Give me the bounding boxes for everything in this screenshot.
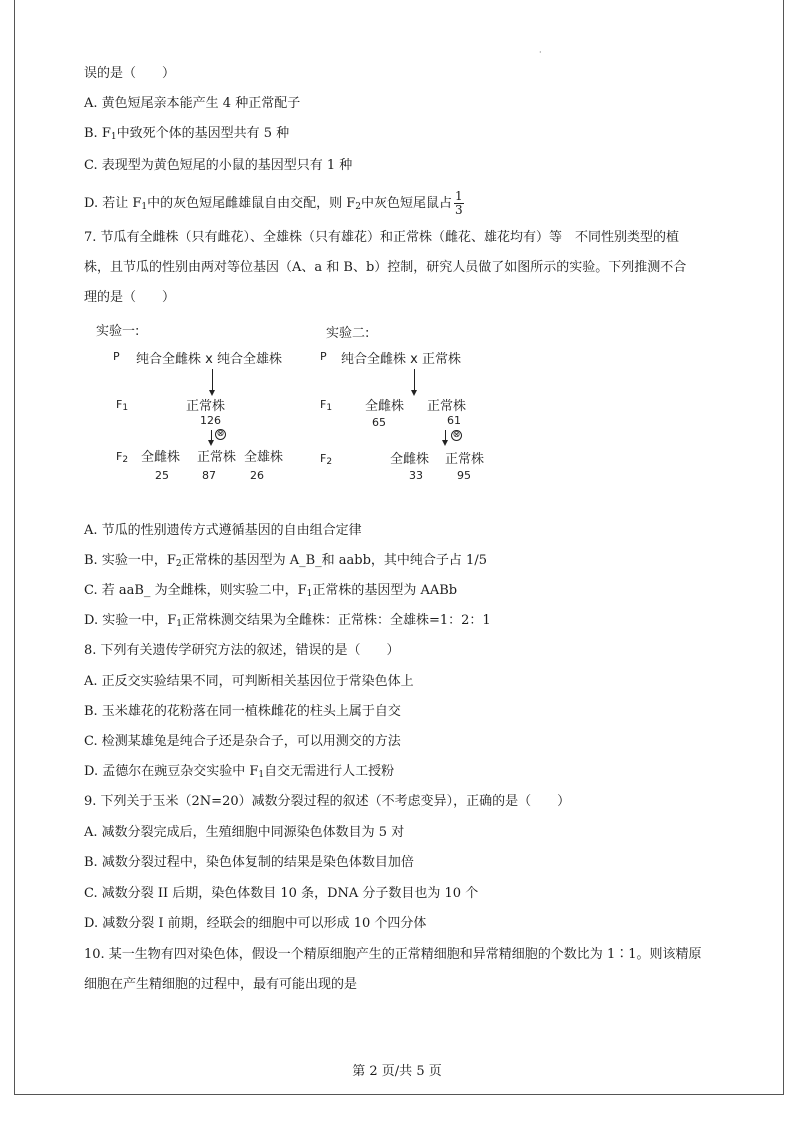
exp1-f2-phenotype: 全雌株 [141, 450, 181, 465]
exp2-p-label: P [320, 350, 327, 363]
exp1-f1-label: $F_1$ [116, 398, 129, 413]
page-footer: 第 2 页/共 5 页 [352, 1064, 442, 1079]
exp2-arrow-f1-to-f2 [445, 430, 446, 441]
q6-option-b: B. $F_1$中致死个体的基因型共有 5 种 [84, 126, 290, 142]
q6-option-d: D. 若让 $F_1$中的灰色短尾雌雄鼠自由交配，则 $F_2$中灰色短尾鼠占 $\frac{1}{3}$ [84, 189, 463, 217]
q7-option-b: B. 实验一中，$F_2$正常株的基因型为 A_B_和 aabb，其中纯合子占 1/5 [84, 553, 487, 569]
q7-option-d: D. 实验一中，$F_1$正常株测交结果为全雌株：正常株：全雄株=1：2：1 [84, 613, 491, 629]
q7-option-a: A. 节瓜的性别遗传方式遵循基因的自由组合定律 [84, 523, 362, 538]
exp2-f2-phenotype: 正常株 [445, 452, 485, 467]
exp2-parent-cross: 纯合全雌株 x 正常株 [341, 352, 461, 367]
fraction-one-third: $\frac{1}{3}$ [455, 189, 463, 217]
q6-option-a: A. 黄色短尾亲本能产生 4 种正常配子 [84, 96, 301, 111]
q6-option-c: C. 表现型为黄色短尾的小鼠的基因型只有 1 种 [84, 158, 353, 173]
exp2-f1-label: $F_1$ [320, 398, 333, 413]
q8-option-d: D. 孟德尔在豌豆杂交实验中 $F_1$自交无需进行人工授粉 [84, 764, 395, 780]
exp2-f2-count: 33 [409, 469, 423, 482]
q7-stem-line3: 理的是（ ） [84, 290, 176, 305]
exp1-f2-count: 26 [250, 469, 264, 482]
exp2-f1-phenotype: 正常株 [427, 399, 467, 414]
selfing-symbol: ⊗ [216, 429, 225, 439]
q9-option-d: D. 减数分裂 I 前期，经联会的细胞中可以形成 10 个四分体 [84, 916, 427, 931]
exp2-f2-label: $F_2$ [320, 452, 333, 467]
q9-option-c: C. 减数分裂 II 后期，染色体数目 10 条，DNA 分子数目也为 10 个 [84, 886, 479, 901]
q7-option-c: C. 若 aaB_ 为全雌株，则实验二中，$F_1$正常株的基因型为 AABb [84, 583, 458, 599]
scan-dot: · [539, 48, 542, 57]
exp1-p-label: P [113, 350, 120, 363]
exp2-title: 实验二: [326, 326, 370, 341]
q7-stem-line1: 7. 节瓜有全雌株（只有雌花）、全雄株（只有雄花）和正常株（雌花、雄花均有）等 不同性别类型的植 [84, 230, 680, 245]
exp2-f1-phenotype: 全雌株 [365, 399, 405, 414]
q10-stem-line1: 10. 某一生物有四对染色体，假设一个精原细胞产生的正常精细胞和异常精细胞的个数比为 1∶1。则该精原 [84, 947, 702, 962]
q10-stem-line2: 细胞在产生精细胞的过程中，最有可能出现的是 [84, 977, 358, 992]
selfing-symbol: ⊗ [452, 430, 461, 440]
exp1-title: 实验一: [96, 324, 140, 339]
q7-stem-line2: 株，且节瓜的性别由两对等位基因（A、a 和 B、b）控制，研究人员做了如图所示的实验。下列推测不合 [84, 260, 687, 275]
q8-option-a: A. 正反交实验结果不同，可判断相关基因位于常染色体上 [84, 674, 414, 689]
q9-stem: 9. 下列关于玉米（2N=20）减数分裂过程的叙述（不考虑变异），正确的是（ ） [84, 794, 571, 809]
exp1-f2-count: 87 [202, 469, 216, 482]
exp1-arrow-p-to-f1 [212, 369, 213, 391]
exp1-f2-phenotype: 正常株 [197, 450, 237, 465]
q6-stem-tail: 误的是（ ） [84, 66, 176, 81]
exp1-f1-count: 126 [200, 414, 221, 427]
exp2-arrow-p-to-f1 [414, 369, 415, 391]
exp1-f1-phenotype: 正常株 [186, 399, 226, 414]
q8-option-c: C. 检测某雄兔是纯合子还是杂合子，可以用测交的方法 [84, 734, 401, 749]
q9-option-b: B. 减数分裂过程中，染色体复制的结果是染色体数目加倍 [84, 855, 414, 870]
exp2-f2-phenotype: 全雌株 [390, 452, 430, 467]
exp1-arrow-f1-to-f2 [211, 430, 212, 441]
exp1-f2-phenotype: 全雄株 [244, 450, 284, 465]
exp2-f1-count: 65 [372, 416, 386, 429]
q9-option-a: A. 减数分裂完成后，生殖细胞中同源染色体数目为 5 对 [84, 825, 405, 840]
q8-stem: 8. 下列有关遗传学研究方法的叙述，错误的是（ ） [84, 643, 400, 658]
exp1-f2-count: 25 [155, 469, 169, 482]
exp2-f2-count: 95 [457, 469, 471, 482]
exp1-f2-label: $F_2$ [116, 450, 129, 465]
exp1-parent-cross: 纯合全雌株 x 纯合全雄株 [136, 352, 282, 367]
exp2-f1-count: 61 [447, 414, 461, 427]
q8-option-b: B. 玉米雄花的花粉落在同一植株雌花的柱头上属于自交 [84, 704, 401, 719]
